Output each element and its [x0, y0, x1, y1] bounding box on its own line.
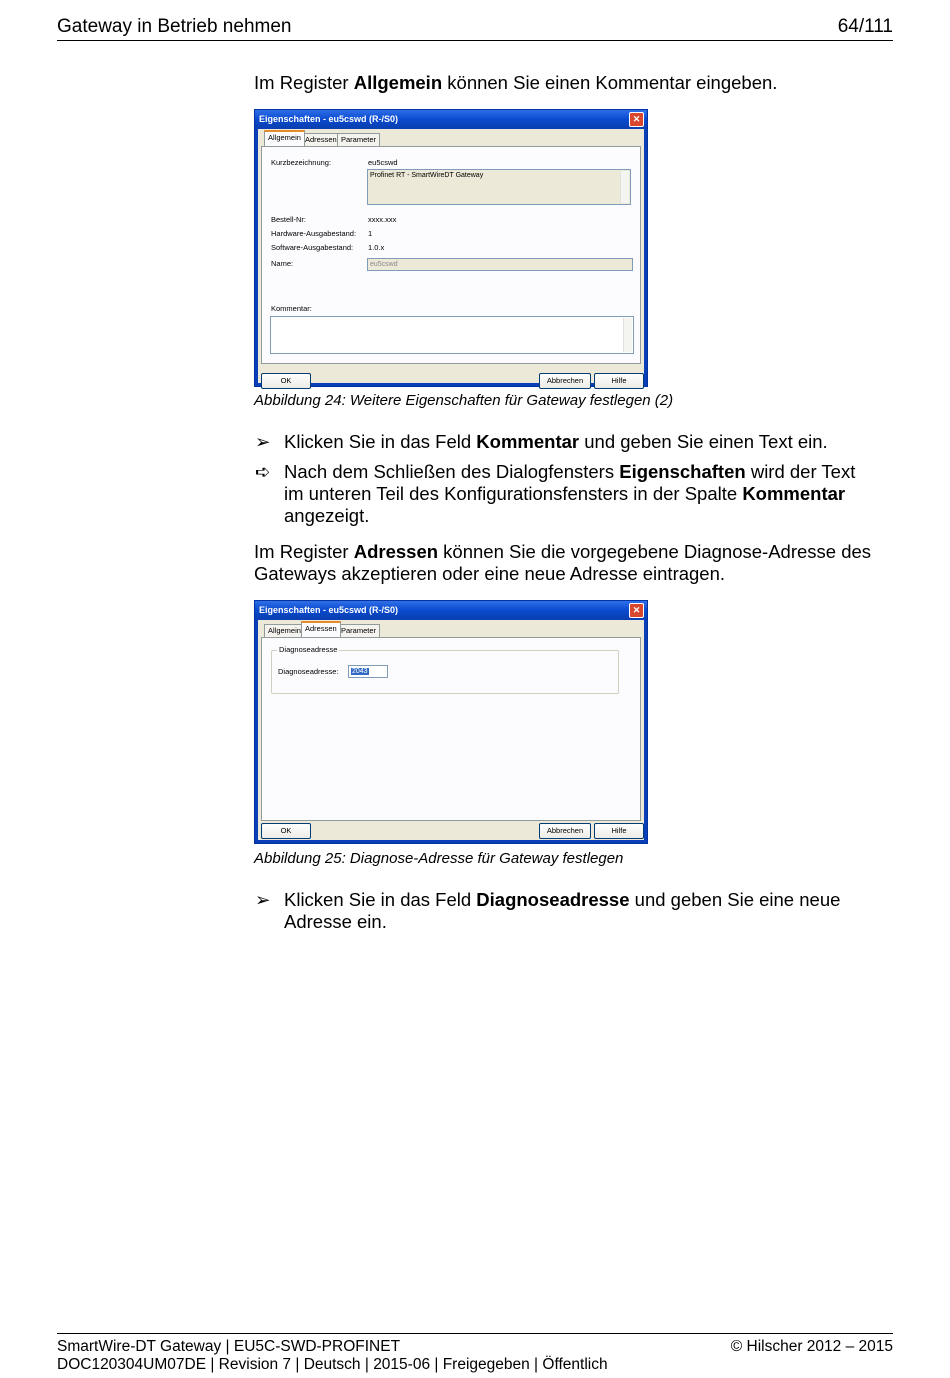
hardware-label: Hardware-Ausgabestand: — [271, 229, 357, 238]
figure-caption-25: Abbildung 25: Diagnose-Adresse für Gateway festlegen — [254, 850, 624, 867]
tab-adressen[interactable]: Adressen — [301, 621, 341, 637]
name-field: eu5cswd — [367, 258, 633, 271]
dialog-title: Eigenschaften - eu5cswd (R-/S0) — [255, 601, 647, 619]
diagnoseadresse-value: 2043 — [352, 668, 368, 675]
bestell-label: Bestell-Nr: — [271, 215, 307, 224]
tab-parameter[interactable]: Parameter — [337, 133, 380, 146]
addresses-panel — [261, 637, 641, 821]
software-value: 1.0.x — [368, 243, 385, 252]
properties-dialog-general — [254, 109, 648, 387]
result-arrow-icon: ➪ — [255, 461, 271, 482]
tab-allgemein[interactable]: Allgemein — [264, 130, 305, 146]
name-label: Name: — [271, 259, 294, 268]
intro-paragraph-2: Im Register Adressen können Sie die vorgegebene Diagnose-Adresse des Gateways akzeptieren oder eine neue Adresse eintragen. — [254, 541, 872, 584]
ok-button[interactable]: OK — [261, 823, 311, 839]
tab-allgemein[interactable]: Allgemein — [264, 624, 305, 637]
diagnoseadresse-group — [271, 645, 619, 694]
instruction-bullet-1: ➢ Klicken Sie in das Feld Kommentar und geben Sie einen Text ein. — [255, 431, 828, 452]
dialog-title: Eigenschaften - eu5cswd (R-/S0) — [255, 110, 647, 128]
tab-adressen[interactable]: Adressen — [301, 133, 341, 146]
tab-parameter[interactable]: Parameter — [337, 624, 380, 637]
hardware-value: 1 — [368, 229, 373, 238]
hilfe-button[interactable]: Hilfe — [594, 823, 644, 839]
kommentar-scrollbar[interactable] — [623, 318, 632, 352]
software-label: Software-Ausgabestand: — [271, 243, 354, 252]
properties-dialog-addresses — [254, 600, 648, 844]
header-title: Gateway in Betrieb nehmen — [57, 16, 292, 37]
bestell-value: xxxx.xxx — [368, 215, 397, 224]
figure-caption-24: Abbildung 24: Weitere Eigenschaften für Gateway festlegen (2) — [254, 392, 674, 409]
close-icon[interactable]: ✕ — [629, 112, 644, 127]
hilfe-button[interactable]: Hilfe — [594, 373, 644, 389]
description-field: Profinet RT - SmartWireDT Gateway — [367, 169, 631, 205]
arrow-bullet-icon: ➢ — [255, 889, 271, 910]
abbrechen-button[interactable]: Abbrechen — [539, 823, 591, 839]
group-title: Diagnoseadresse — [279, 645, 338, 654]
ok-button[interactable]: OK — [261, 373, 311, 389]
footer-document-info: DOC120304UM07DE | Revision 7 | Deutsch | 2015-06 | Freigegeben | Öffentlich — [57, 1356, 608, 1373]
description-scrollbar[interactable] — [620, 171, 629, 203]
page-footer — [57, 1333, 893, 1373]
page-number: 64/111 — [837, 16, 893, 37]
abbrechen-button[interactable]: Abbrechen — [539, 373, 591, 389]
footer-product: SmartWire-DT Gateway | EU5C-SWD-PROFINET — [57, 1338, 401, 1355]
intro-paragraph-1: Im Register Allgemein können Sie einen Kommentar eingeben. — [254, 72, 778, 93]
result-bullet: ➪ Nach dem Schließen des Dialogfensters Eigenschaften wird der Text im unteren Teil des Konfigurationsfensters in der Spalte Kommentar angezeigt. — [255, 461, 856, 526]
page-header — [57, 14, 893, 41]
kurzbezeichnung-label: Kurzbezeichnung: — [271, 158, 332, 167]
diagnoseadresse-input[interactable] — [348, 665, 388, 678]
close-icon[interactable]: ✕ — [629, 603, 644, 618]
kommentar-field[interactable] — [270, 316, 634, 354]
general-panel — [261, 146, 641, 364]
arrow-bullet-icon: ➢ — [255, 431, 271, 452]
diagnoseadresse-label: Diagnoseadresse: — [278, 667, 339, 676]
footer-copyright: © Hilscher 2012 – 2015 — [730, 1338, 893, 1355]
kurzbezeichnung-value: eu5cswd — [368, 158, 398, 167]
instruction-bullet-2: ➢ Klicken Sie in das Feld Diagnoseadresse und geben Sie eine neue Adresse ein. — [255, 889, 841, 932]
kommentar-label: Kommentar: — [271, 304, 312, 313]
